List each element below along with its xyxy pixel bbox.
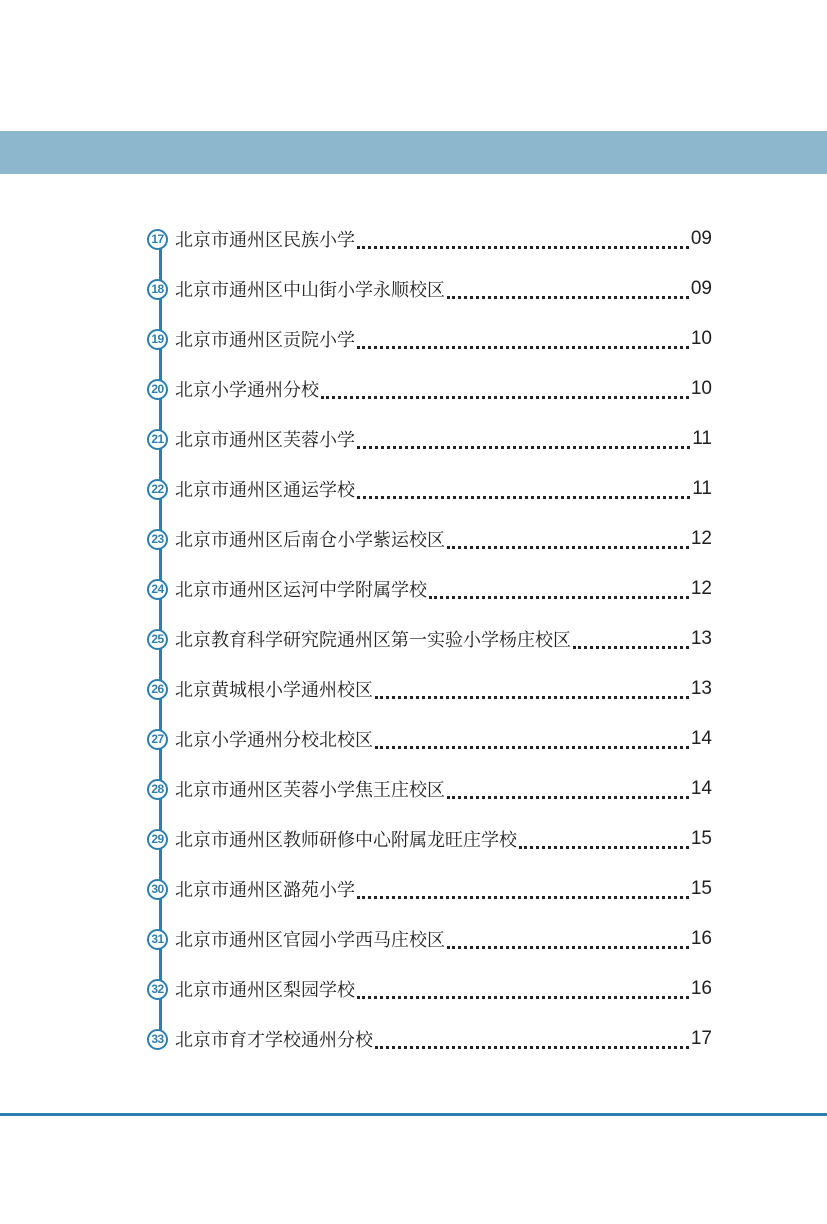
entry-number-badge: 27 [147, 729, 168, 750]
entry-number-badge: 23 [147, 529, 168, 550]
entry-number-badge: 26 [147, 679, 168, 700]
toc-entry[interactable] [147, 674, 712, 704]
entry-page-number: 11 [692, 428, 712, 449]
entry-number-badge: 20 [147, 379, 168, 400]
entry-page-number: 16 [690, 978, 712, 999]
entry-title: 北京小学通州分校 [175, 380, 319, 401]
dot-leader [447, 276, 689, 299]
dot-leader [357, 876, 689, 899]
entry-number-badge: 32 [147, 979, 168, 1000]
toc-entry[interactable] [147, 324, 712, 354]
toc-entry[interactable] [147, 274, 712, 304]
toc-entry[interactable] [147, 874, 712, 904]
entry-page-number: 09 [690, 228, 712, 249]
entry-title: 北京市通州区芙蓉小学焦王庄校区 [175, 780, 445, 801]
entry-page-number: 15 [690, 878, 712, 899]
entry-title: 北京市通州区教师研修中心附属龙旺庄学校 [175, 830, 517, 851]
entry-number-badge: 22 [147, 479, 168, 500]
entry-title: 北京市通州区民族小学 [175, 230, 355, 251]
entry-page-number: 17 [690, 1028, 712, 1049]
entry-page-number: 14 [690, 778, 712, 799]
dot-leader [447, 526, 689, 549]
entry-number-badge: 29 [147, 829, 168, 850]
dot-leader [357, 976, 689, 999]
dot-leader [573, 626, 689, 649]
entry-title: 北京市育才学校通州分校 [175, 1030, 373, 1051]
toc-entry[interactable] [147, 574, 712, 604]
toc-entry[interactable] [147, 524, 712, 554]
entry-page-number: 15 [690, 828, 712, 849]
toc-entry[interactable] [147, 824, 712, 854]
dot-leader [519, 826, 689, 849]
entry-title: 北京教育科学研究院通州区第一实验小学杨庄校区 [175, 630, 571, 651]
entry-page-number: 11 [692, 478, 712, 499]
entry-number-badge: 19 [147, 329, 168, 350]
entry-page-number: 14 [690, 728, 712, 749]
toc-entry[interactable] [147, 374, 712, 404]
entry-page-number: 12 [690, 578, 712, 599]
entry-page-number: 09 [690, 278, 712, 299]
dot-leader [357, 426, 690, 449]
entry-number-badge: 30 [147, 879, 168, 900]
entry-title: 北京市通州区官园小学西马庄校区 [175, 930, 445, 951]
entry-page-number: 13 [690, 628, 712, 649]
entry-number-badge: 21 [147, 429, 168, 450]
toc-entry[interactable] [147, 474, 712, 504]
toc-entry[interactable] [147, 924, 712, 954]
entry-page-number: 16 [690, 928, 712, 949]
entry-number-badge: 18 [147, 279, 168, 300]
entry-title: 北京市通州区贡院小学 [175, 330, 355, 351]
dot-leader [375, 726, 689, 749]
entry-number-badge: 33 [147, 1029, 168, 1050]
entry-title: 北京市通州区潞苑小学 [175, 880, 355, 901]
dot-leader [357, 476, 690, 499]
dot-leader [375, 676, 689, 699]
toc-entry[interactable] [147, 774, 712, 804]
toc-entry[interactable] [147, 724, 712, 754]
entry-title: 北京市通州区通运学校 [175, 480, 355, 501]
toc-entry[interactable] [147, 1024, 712, 1054]
entry-title: 北京小学通州分校北校区 [175, 730, 373, 751]
toc-entry[interactable] [147, 974, 712, 1004]
entry-title: 北京市通州区中山街小学永顺校区 [175, 280, 445, 301]
dot-leader [321, 376, 689, 399]
dot-leader [357, 226, 689, 249]
dot-leader [375, 1026, 689, 1049]
entry-number-badge: 28 [147, 779, 168, 800]
entry-page-number: 13 [690, 678, 712, 699]
toc-entry[interactable] [147, 424, 712, 454]
entry-number-badge: 31 [147, 929, 168, 950]
dot-leader [429, 576, 689, 599]
dot-leader [447, 926, 689, 949]
entry-title: 北京市通州区后南仓小学紫运校区 [175, 530, 445, 551]
bottom-divider [0, 1113, 827, 1116]
entry-number-badge: 17 [147, 229, 168, 250]
dot-leader [357, 326, 689, 349]
entry-page-number: 10 [690, 328, 712, 349]
entry-number-badge: 25 [147, 629, 168, 650]
toc-entry[interactable] [147, 624, 712, 654]
entry-number-badge: 24 [147, 579, 168, 600]
dot-leader [447, 776, 689, 799]
entry-title: 北京市通州区运河中学附属学校 [175, 580, 427, 601]
entry-title: 北京市通州区芙蓉小学 [175, 430, 355, 451]
entry-title: 北京黄城根小学通州校区 [175, 680, 373, 701]
entry-page-number: 12 [690, 528, 712, 549]
entry-page-number: 10 [690, 378, 712, 399]
toc-entry[interactable] [147, 224, 712, 254]
entry-title: 北京市通州区梨园学校 [175, 980, 355, 1001]
